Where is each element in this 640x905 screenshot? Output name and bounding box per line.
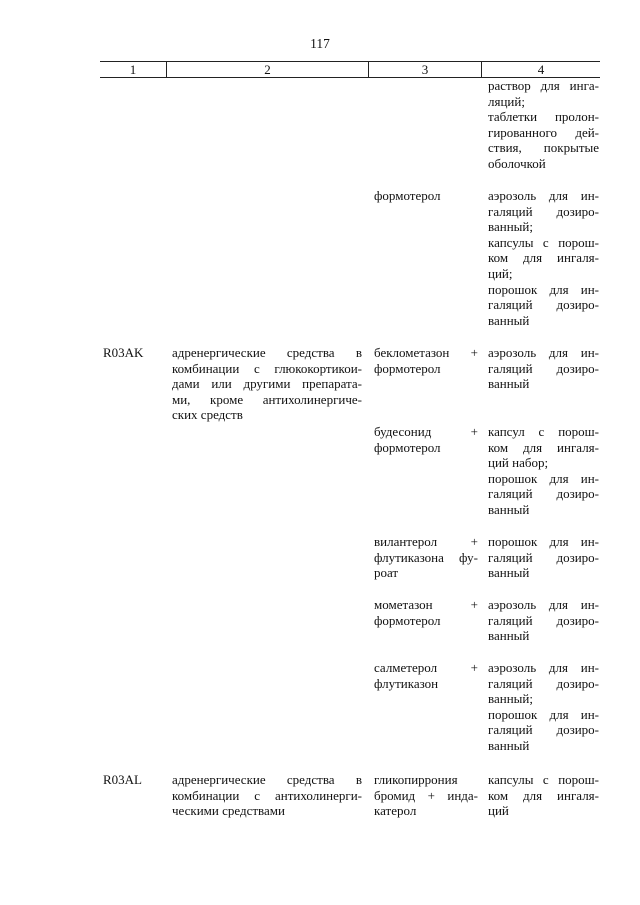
dosage-form: капсул с порош- ком для ингаля- ций набор; порошок для ин- галяций дозиро- ванный [488,424,599,517]
dosage-form: аэрозоль для ин- галяций дозиро- ванный [488,345,599,392]
drug-name: салметерол + флутиказон [374,660,478,691]
atc-code: R03AK [103,345,144,360]
table-header [100,61,600,78]
dosage-form: аэрозоль для ин- галяций дозиро- ванный [488,597,599,644]
page-number: 117 [310,36,330,51]
header-col-3: 3 [421,62,429,77]
atc-group-description: адренергические средства в комбинации с глюкокортикои- дами или другими препарата- ми, кроме антихолинергиче- ских средств [172,345,362,423]
dosage-form: аэрозоль для ин- галяций дозиро- ванный; капсулы с порош- ком для ингаля- ций; порошок для ин- галяций дозиро- ванный [488,188,599,328]
atc-group-description: адренергические средства в комбинации с антихолинерги- ческими средствами [172,772,362,819]
drug-name: формотерол [374,188,441,203]
header-col-4: 4 [537,62,545,77]
dosage-form: аэрозоль для ин- галяций дозиро- ванный; порошок для ин- галяций дозиро- ванный [488,660,599,753]
drug-name: гликопиррония бромид + инда- катерол [374,772,478,819]
drug-name: мометазон + формотерол [374,597,478,628]
atc-code: R03AL [103,772,142,787]
drug-name: беклометазон + формотерол [374,345,478,376]
drug-name: вилантерол + флутиказона фу- роат [374,534,478,581]
dosage-form: порошок для ин- галяций дозиро- ванный [488,534,599,581]
header-col-2: 2 [264,62,271,77]
dosage-form: капсулы с порош- ком для ингаля- ций [488,772,599,819]
header-col-1: 1 [129,62,137,77]
dosage-form-continuation: раствор для инга- ляций; таблетки пролон- гированного дей- ствия, покрытые оболочкой [488,78,599,171]
drug-name: будесонид + формотерол [374,424,478,455]
